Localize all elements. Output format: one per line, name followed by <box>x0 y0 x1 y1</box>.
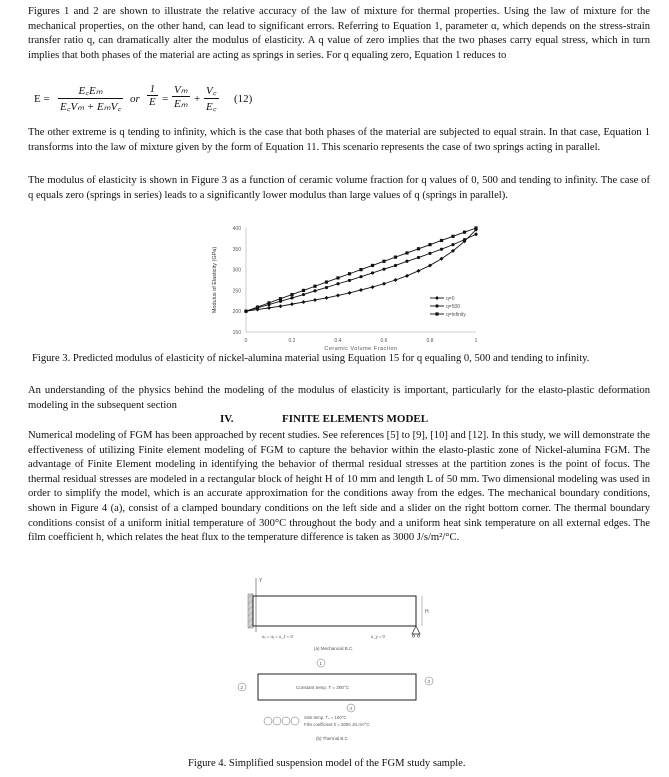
section-number: IV. <box>220 413 234 425</box>
paragraph-figure3-description: The modulus of elasticity is shown in Figure 3 as a function of ceramic volume fraction for q values of 0, 500 and tending to infinity. The case of q equals zero (springs in series) leads to a significantly lower modulus than large values of q (springs in parallel). <box>28 175 650 201</box>
equation-plus: + <box>194 93 201 105</box>
x-tick-label: 0.6 <box>380 338 388 344</box>
x-tick-label: 1 <box>474 338 478 344</box>
paragraph-finite-element: Numerical modeling of FGM has been approached by recent studies. See references [5] to [9], [10] and [12]. In this study, we will demonstrate the effectiveness of utilizing Finite element modeling of FGM to capture the behavior within the elasto-plastic zone of Nickel-alumina FGM. The advantage of Finite Element modeling in identifying the behavior of thermal residual stresses at the partition zones is the point of focus. The thermal residual stresses are modeled in a rectangular block of height H of 10 mm and length L of 50 mm. Two dimensional modeling was used in order to simplify the model, which is an accurate approximation for the conditions away from the edges. The mechanical boundary conditions, shown in Figure 4 (a), consist of a clamped boundary conditions on the left side and a slider on the right bottom corner. The thermal boundary conditions consist of a uniform initial temperature of 300°C throughout the body and a uniform heat sink temperature on all external edges. The film coefficient h, which relates the heat flux to the temperature difference is taken as 3000 J/s/m²/°C. <box>28 430 650 544</box>
data-point <box>428 243 431 246</box>
data-point <box>336 293 340 297</box>
data-point <box>313 298 317 302</box>
y-tick-label: 150 <box>232 330 241 336</box>
data-point <box>382 268 385 271</box>
data-point <box>474 226 477 229</box>
data-point <box>394 278 398 282</box>
figure3-chart <box>206 218 506 353</box>
data-point <box>428 252 431 255</box>
boundary-conditions-diagram <box>226 574 444 754</box>
data-point <box>371 264 374 267</box>
bc-right-label: u_y = 0 <box>371 634 385 639</box>
data-point <box>451 235 454 238</box>
data-point <box>244 310 247 313</box>
data-point <box>313 285 316 288</box>
data-point <box>405 251 408 254</box>
data-point <box>336 276 339 279</box>
data-point <box>451 243 454 246</box>
data-point <box>359 288 363 292</box>
bc-left-label: uₓ = uᵧ = u_z = 0 <box>262 634 293 639</box>
paragraph-infinity-case: The other extreme is q tending to infinity, which is the case that both phases of the material are subjected to equal strain. In that case, Equation 1 transforms into the law of mixture given by the form of Equation 11. This scenario represents the case of two springs acting in parallel. <box>28 127 650 153</box>
equation-lhs: E = <box>34 93 50 105</box>
figure4-diagram <box>226 574 444 754</box>
figure3-caption: Figure 3. Predicted modulus of elasticity of nickel-alumina material using Equation 15 for q equaling 0, 500 and tending to infinity. <box>32 353 590 364</box>
data-point <box>267 301 270 304</box>
data-point <box>348 279 351 282</box>
legend-label: q=500 <box>446 304 461 310</box>
x-axis-title: Ceramic Volume Fraction <box>324 346 398 352</box>
roller-icon <box>417 635 419 637</box>
data-point <box>336 282 339 285</box>
data-point <box>417 256 420 259</box>
roller-icon <box>412 635 414 637</box>
data-point <box>394 264 397 267</box>
subfigure-a-label: (a) Mechanical B.C. <box>314 646 354 651</box>
data-point <box>440 239 443 242</box>
data-point <box>348 272 351 275</box>
callout-number: 4 <box>349 706 353 711</box>
subfigure-b-label: (b) Thermal B.C <box>316 736 348 741</box>
slider-support-icon <box>412 626 420 634</box>
data-point <box>359 268 362 271</box>
legend-marker <box>435 296 439 300</box>
section-title: FINITE ELEMENTS MODEL <box>282 413 429 425</box>
data-point <box>417 247 420 250</box>
paragraph-law-of-mixture: Figures 1 and 2 are shown to illustrate the relative accuracy of the law of mixture for thermal properties. Using the law of mixture for the mechanical properties, on the other hand, can lead to significant errors. Referring to Equation 1, parameter α, which depends on the stress-strain transfer ratio q, can dramatically alter the modulus of elasticity. A q value of zero implies that the two phases carry equal stress, which in turn implies that both phases of the material are acting as springs in series. For q equaling zero, Equation 1 reduces to <box>28 6 650 61</box>
data-point <box>440 248 443 251</box>
constant-temp-label: Constant temp. T = 300°C <box>296 685 350 690</box>
y-axis-label: Y <box>259 578 263 584</box>
data-point <box>382 260 385 263</box>
y-tick-label: 250 <box>232 288 241 295</box>
callout-number: 3 <box>427 679 431 684</box>
data-point <box>348 291 352 295</box>
equation-12 <box>34 83 334 119</box>
fgm-block-mechanical <box>253 596 416 626</box>
data-point <box>302 293 305 296</box>
data-point <box>256 305 259 308</box>
callout-number: 1 <box>319 661 323 666</box>
modulus-line-chart <box>206 218 506 353</box>
callout-number: 2 <box>240 685 244 690</box>
data-point <box>325 286 328 289</box>
y-axis-title: Modulus of Elasticity (GPa) <box>212 246 218 314</box>
equation-fraction-metal <box>172 83 190 110</box>
fraction-denominator: E <box>149 96 156 108</box>
data-point <box>405 274 409 278</box>
data-point <box>313 289 316 292</box>
equation-fraction-series <box>58 83 123 114</box>
data-point <box>290 296 293 299</box>
data-point <box>279 297 282 300</box>
data-point <box>279 304 283 308</box>
data-point <box>417 269 421 273</box>
legend-marker <box>435 312 438 315</box>
data-point <box>382 282 386 286</box>
equation-or: or <box>130 93 140 105</box>
paragraph-physics: An understanding of the physics behind the modeling of the modulus of elasticity is important, particularly for the elasto-plastic deformation modeling in the subsequent section <box>28 385 650 411</box>
legend-label: q=infinity <box>446 312 466 318</box>
clamp-hatch <box>248 594 253 628</box>
sink-temp-label: Sink temp. Tₛ = 100°C <box>304 715 347 720</box>
data-point <box>405 260 408 263</box>
x-tick-label: 0.2 <box>288 338 296 344</box>
film-coefficient-label: Film coefficient h = 3000 J/s.m²/°C <box>304 722 370 727</box>
x-tick-label: 0 <box>244 338 248 344</box>
y-tick-label: 350 <box>232 246 241 253</box>
data-point <box>302 289 305 292</box>
equation-equals: = <box>162 93 169 105</box>
data-point <box>290 302 294 306</box>
data-point <box>302 300 306 304</box>
fraction-denominator: E꜀ <box>206 101 217 113</box>
fraction-denominator: E꜀Vₘ + EₘV꜀ <box>60 101 122 113</box>
fraction-numerator: 1 <box>147 83 158 96</box>
x-tick-label: 0.8 <box>426 338 434 344</box>
y-tick-label: 200 <box>232 309 241 316</box>
figure4-caption: Figure 4. Simplified suspension model of the FGM study sample. <box>188 758 466 769</box>
legend-marker <box>435 304 438 307</box>
data-point <box>359 275 362 278</box>
data-point <box>394 256 397 259</box>
data-point <box>290 293 293 296</box>
data-point <box>371 271 374 274</box>
legend-label: q=0 <box>446 296 455 302</box>
y-tick-label: 400 <box>232 226 241 232</box>
data-point <box>463 231 466 234</box>
equation-fraction-inverse <box>147 83 158 108</box>
legend-callout-circles <box>264 717 299 725</box>
data-point <box>267 306 271 310</box>
data-point <box>325 280 328 283</box>
data-point <box>474 233 477 236</box>
fraction-numerator: Vₘ <box>174 84 188 96</box>
data-point <box>371 285 375 289</box>
fraction-numerator: E꜀Eₘ <box>58 83 123 99</box>
equation-fraction-ceramic <box>204 83 219 114</box>
fraction-denominator: Eₘ <box>174 98 188 110</box>
x-tick-label: 0.4 <box>334 338 342 344</box>
equation-number: (12) <box>234 93 253 105</box>
y-tick-label: 300 <box>232 267 241 274</box>
data-point <box>463 238 466 241</box>
data-point <box>325 296 329 300</box>
height-label: H <box>425 609 429 615</box>
data-point <box>428 263 432 267</box>
fraction-numerator: V꜀ <box>206 85 217 97</box>
